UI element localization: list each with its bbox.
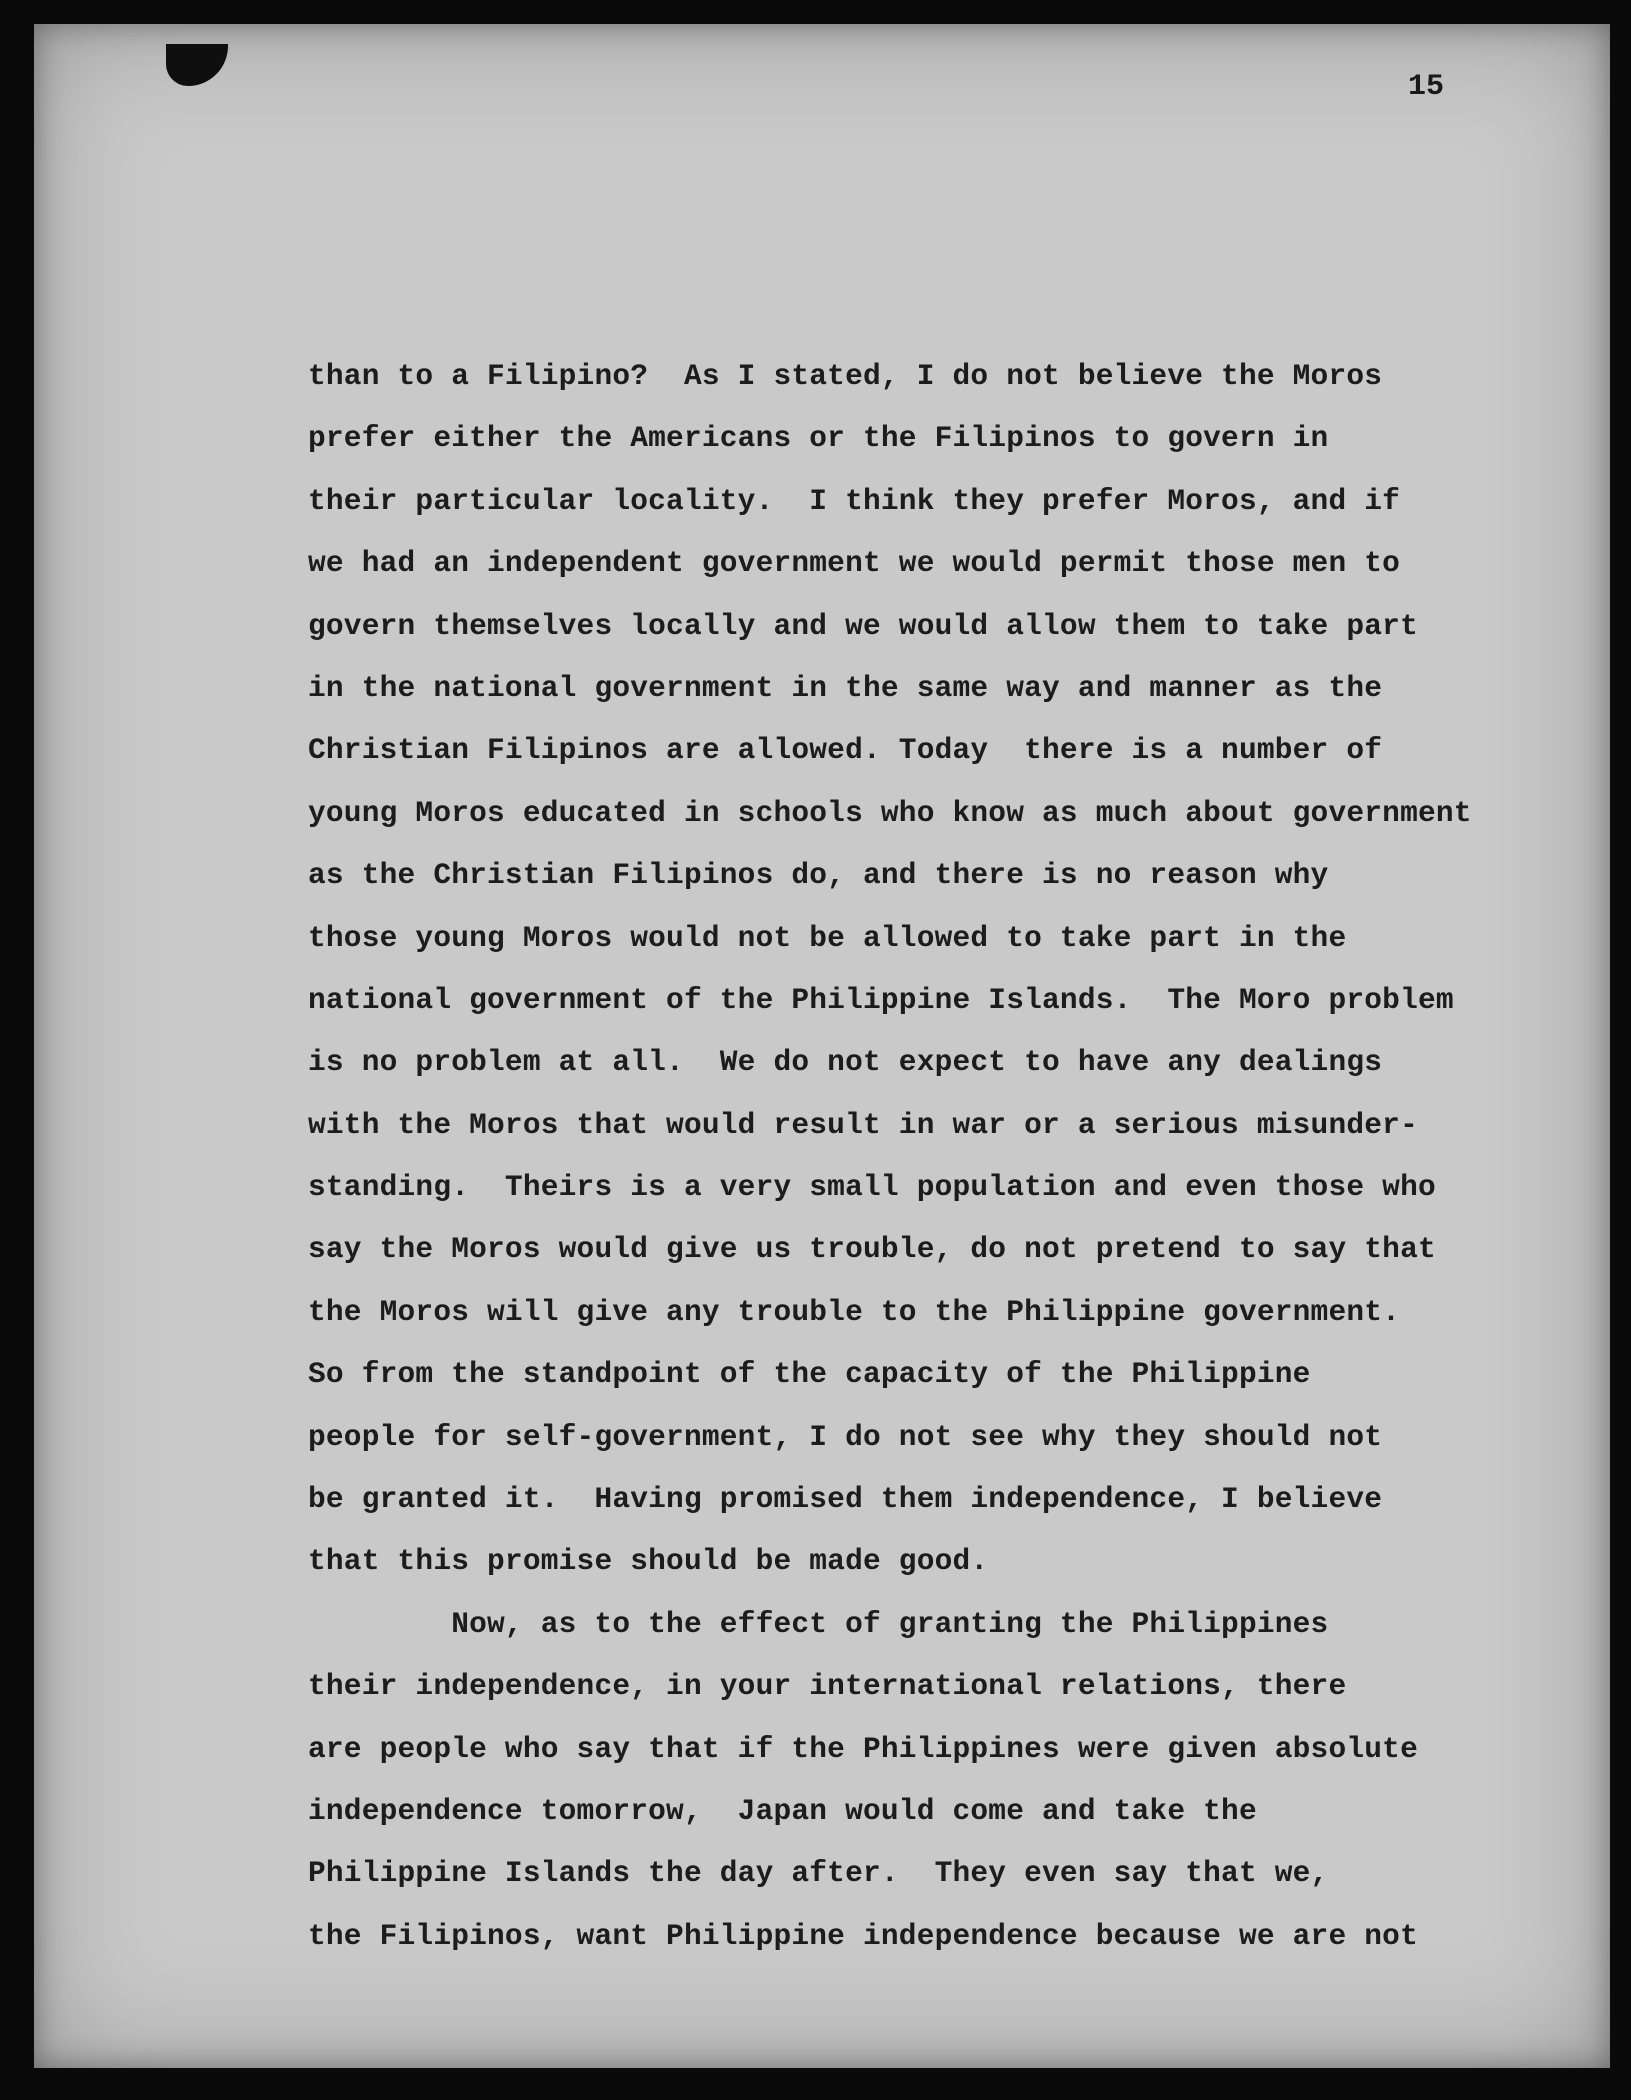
text-line: than to a Filipino? As I stated, I do not believe the Moros (308, 359, 1383, 393)
body-text (308, 345, 1568, 1967)
text-line: in the national government in the same way and manner as the (308, 670, 1383, 705)
text-line: is no problem at all. We do not expect to have any dealings (308, 1045, 1383, 1080)
text-line: as the Christian Filipinos do, and there is no reason why (308, 858, 1329, 893)
ink-blot (166, 44, 228, 86)
text-line: those young Moros would not be allowed to take part in the (308, 920, 1347, 955)
text-line: say the Moros would give us trouble, do not pretend to say that (308, 1232, 1436, 1267)
text-line: Philippine Islands the day after. They even say that we, (308, 1856, 1329, 1891)
text-line: national government of the Philippine Islands. The Moro problem (308, 982, 1454, 1017)
text-line: with the Moros that would result in war or a serious misunder- (308, 1107, 1418, 1142)
text-line: we had an independent government we would permit those men to (308, 546, 1401, 581)
text-line: govern themselves locally and we would allow them to take part (308, 608, 1418, 643)
text-line: people for self-government, I do not see why they should not (308, 1419, 1383, 1454)
text-line: be granted it. Having promised them independence, I believe (308, 1482, 1383, 1517)
text-line: independence tomorrow, Japan would come and take the (308, 1793, 1257, 1828)
text-line: Christian Filipinos are allowed. Today there is a number of (308, 733, 1383, 768)
text-line: their independence, in your international relations, there (308, 1669, 1347, 1704)
text-line: So from the standpoint of the capacity of the Philippine (308, 1357, 1311, 1392)
text-line: Now, as to the effect of granting the Philippines (308, 1606, 1329, 1641)
page-number: 15 (1408, 70, 1445, 104)
text-line: their particular locality. I think they prefer Moros, and if (308, 483, 1401, 518)
text-line: the Moros will give any trouble to the Philippine government. (308, 1294, 1401, 1329)
text-line: that this promise should be made good. (308, 1544, 989, 1579)
text-line: the Filipinos, want Philippine independence because we are not (308, 1918, 1418, 1953)
text-line: young Moros educated in schools who know as much about government (308, 795, 1472, 830)
text-line: standing. Theirs is a very small population and even those who (308, 1170, 1436, 1205)
text-line: prefer either the Americans or the Filipinos to govern in (308, 421, 1329, 456)
text-line: are people who say that if the Philippines were given absolute (308, 1731, 1418, 1766)
